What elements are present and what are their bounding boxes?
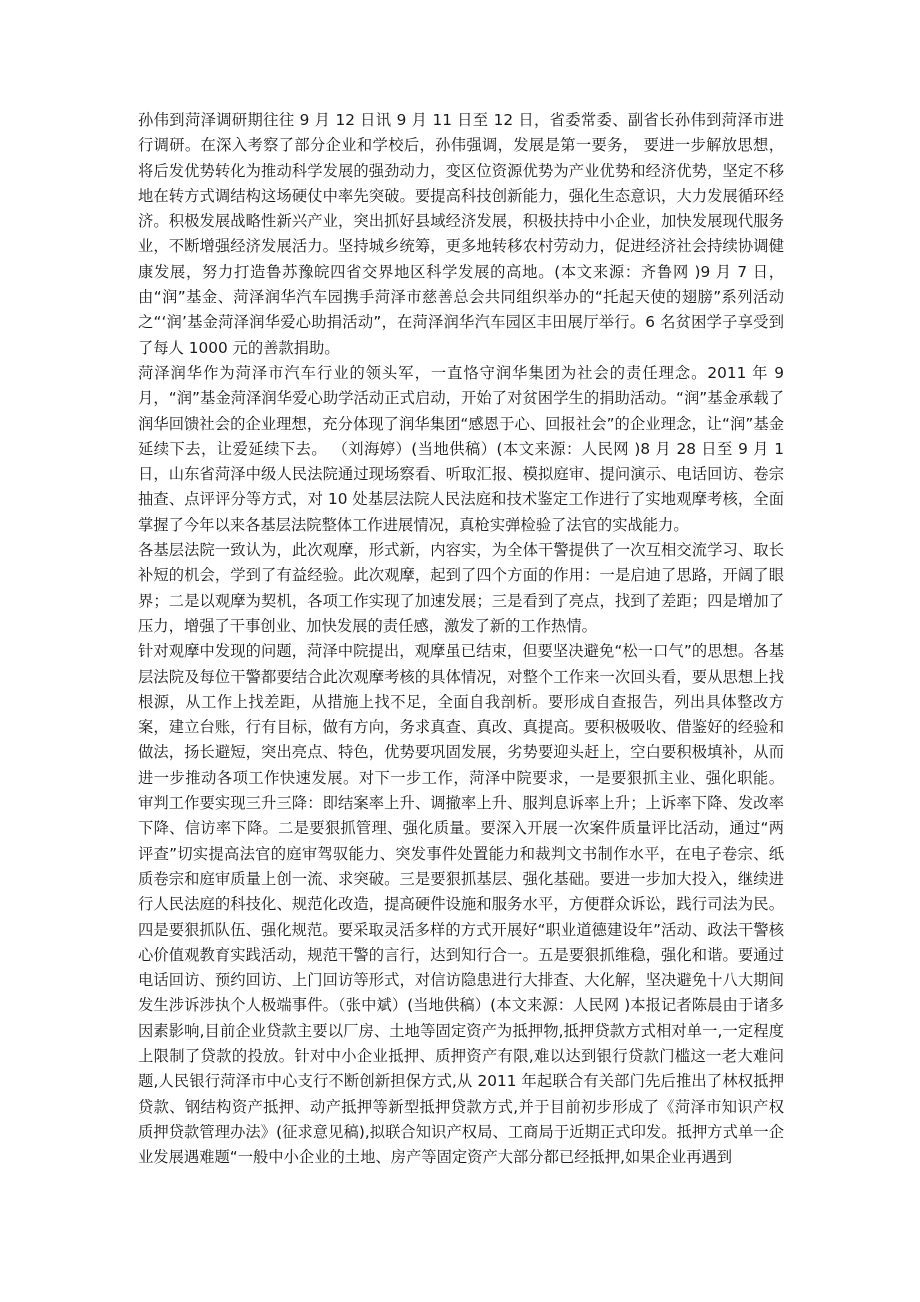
document-body: [138, 108, 784, 1170]
paragraph-1: 孙伟到菏泽调研期往往 9 月 12 日讯 9 月 11 日至 12 日，省委常委、副省长孙伟到菏泽市进行调研。在深入考察了部分企业和学校后，孙伟强调，发展是第一要务， 要进一步解放思想，将后发优势转化为推动科学发展的强劲动力，变区位资源优势为产业优势和经济优势，坚定不移地在转方式调结构这场硬仗中率先突破。要提高科技创新能力，强化生态意识，大力发展循环经济。积极发展战略性新兴产业，突出抓好县域经济发展，积极扶持中小企业，加快发展现代服务业，不断增强经济发展活力。坚持城乡统筹，更多地转移农村劳动力，促进经济社会持续协调健康发展，努力打造鲁苏豫皖四省交界地区科学发展的高地。(本文来源：齐鲁网 )9 月 7 日，由“润”基金、菏泽润华汽车园携手菏泽市慈善总会共同组织举办的“托起天使的翅膀”系列活动之“‘润’基金菏泽润华爱心助捐活动”，在菏泽润华汽车园区丰田展厅举行。6 名贫困学子享受到了每人 1000 元的善款捐助。: [138, 111, 784, 357]
paragraph-4: 针对观摩中发现的问题，菏泽中院提出，观摩虽已结束，但要坚决避免“松一口气”的思想。各基层法院及每位干警都要结合此次观摩考核的具体情况，对整个工作来一次回头看，要从思想上找根源，从工作上找差距，从措施上找不足，全面自我剖析。要形成自查报告，列出具体整改方案，建立台账，行有目标，做有方向，务求真查、真改、真提高。要积极吸收、借鉴好的经验和做法，扬长避短，突出亮点、特色，优势要巩固发展，劣势要迎头赶上，空白要积极填补，从而进一步推动各项工作快速发展。对下一步工作，菏泽中院要求，一是要狠抓主业、强化职能。 审判工作要实现三升三降：即结案率上升、调撤率上升、服判息诉率上升；上诉率下降、发改率下降、信访率下降。二是要狠抓管理、强化质量。要深入开展一次案件质量评比活动，通过“两评查”切实提高法官的庭审驾驭能力、突发事件处置能力和裁判文书制作水平，在电子卷宗、纸质卷宗和庭审质量上创一流、求突破。三是要狠抓基层、强化基础。要进一步加大投入，继续进行人民法庭的科技化、规范化改造，提高硬件设施和服务水平，方便群众诉讼，践行司法为民。四是要狠抓队伍、强化规范。要采取灵活多样的方式开展好“职业道德建设年”活动、政法干警核心价值观教育实践活动，规范干警的言行，达到知行合一。五是要狠抓维稳，强化和谐。要通过电话回访、预约回访、上门回访等形式，对信访隐患进行大排查、大化解，坚决避免十八大期间发生涉诉涉执个人极端事件。（张中斌）(当地供稿）(本文来源：人民网 )本报记者陈晨由于诸多因素影响,目前企业贷款主要以厂房、土地等固定资产为抵押物,抵押贷款方式相对单一,一定程度上限制了贷款的投放。针对中小企业抵押、质押资产有限,难以达到银行贷款门槛这一老大难问题,人民银行菏泽市中心支行不断创新担保方式,从 2011 年起联合有关部门先后推出了林权抵押贷款、钢结构资产抵押、动产抵押等新型抵押贷款方式,并于目前初步形成了《菏泽市知识产权质押贷款管理办法》(征求意见稿),拟联合知识产权局、工商局于近期正式印发。抵押方式单一企业发展遇难题“一般中小企业的土地、房产等固定资产大部分都已经抵押,如果企业再遇到: [138, 642, 784, 1167]
paragraph-3: 各基层法院一致认为，此次观摩，形式新，内容实，为全体干警提供了一次互相交流学习、取长补短的机会，学到了有益经验。此次观摩，起到了四个方面的作用：一是启迪了思路，开阔了眼界；二是以观摩为契机，各项工作实现了加速发展；三是看到了亮点，找到了差距；四是增加了压力，增强了干事创业、加快发展的责任感，激发了新的工作热情。: [138, 541, 784, 635]
paragraph-2: 菏泽润华作为菏泽市汽车行业的领头军，一直恪守润华集团为社会的责任理念。2011 年 9 月，“润”基金菏泽润华爱心助学活动正式启动，开始了对贫困学生的捐助活动。“润”基金承载了润华回馈社会的企业理想，充分体现了润华集团“感恩于心、回报社会”的企业理念，让“润”基金延续下去，让爱延续下去。 （刘海婷）(当地供稿）(本文来源：人民网 )8 月 28 日至 9 月 1 日，山东省菏泽中级人民法院通过现场察看、听取汇报、模拟庭审、提问演示、电话回访、卷宗抽查、点评评分等方式，对 10 处基层法院人民法庭和技术鉴定工作进行了实地观摩考核，全面掌握了今年以来各基层法院整体工作进展情况，真枪实弹检验了法官的实战能力。: [138, 363, 784, 534]
